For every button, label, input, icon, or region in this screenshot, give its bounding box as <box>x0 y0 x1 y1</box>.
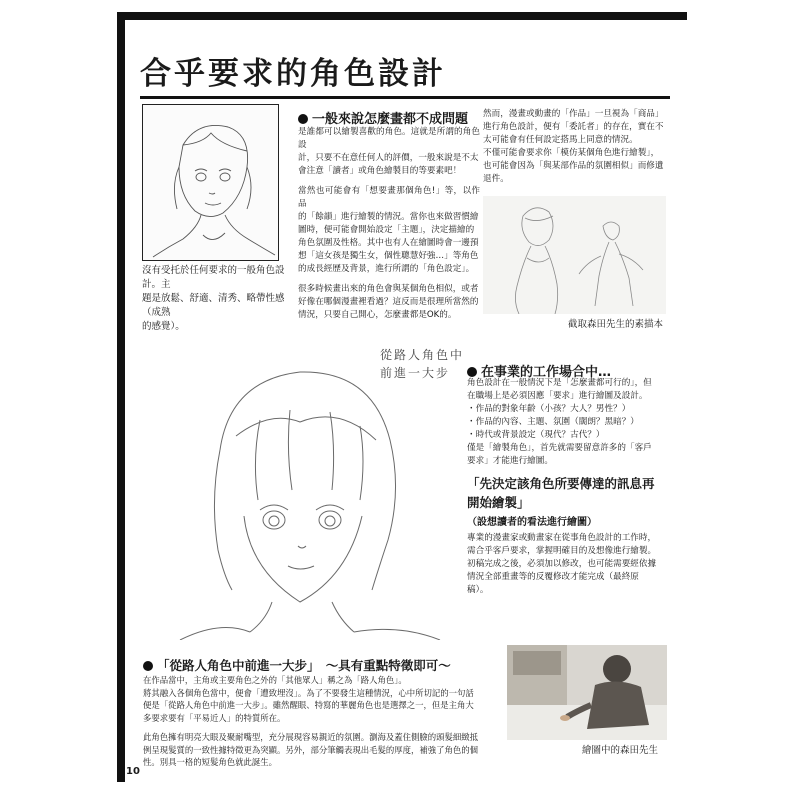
section4-paragraph: 此角色擁有明亮大眼及聚耐嘴型，充分展現容易親近的氛圍。瀏海及蓋住側臉的頭髮細緻抵 例呈現髮質的一致性據特徵更為突顯。另外，部分筆觸表現出毛髮的厚度，補強了角色的個 性。別具一格的短髮角色就此誕生。 <box>143 732 478 767</box>
section1-heading-text: 一般來說怎麼畫都不成問題 <box>312 112 469 127</box>
page-title: 合乎要求的角色設計 <box>140 56 446 92</box>
caption-line: 沒有受托於任何要求的一般角色設計。主 <box>142 265 285 290</box>
short-hair-girl-illustration <box>140 340 458 640</box>
section1b-paragraph: 然而，漫畫或動畫的「作品」一旦視為「商品」 進行角色設計，便有「委託者」的存在，實在不 太可能會有任何設定搭馬上同意的情況。 不僅可能會要求你「模仿某個角色進行繪製」， 也可能會因為「與某部作品的氛圍相似」而修遺 退件。 <box>483 109 664 184</box>
section1b-body <box>483 108 665 193</box>
section2-heading-text: 在事業的工作場合中… <box>481 365 612 380</box>
artist-drawing-photo <box>507 645 667 740</box>
section1-paragraph: 很多時候畫出來的角色會與某個角色相似，或者 好像在哪個漫畫裡看過？這反而是很理所當然的 情況，只要自己開心，怎麼畫都是OK的。 <box>298 284 479 320</box>
section3-heading: 「先決定該角色所要傳達的訊息再 開始繪製」 <box>467 476 655 510</box>
bullet-icon <box>143 661 153 671</box>
girl-sketch-illustration <box>143 105 278 260</box>
section3-subheading: （設想讀者的看法進行繪圖） <box>467 517 597 528</box>
bullet-icon <box>298 114 308 124</box>
top-decorative-bar <box>117 12 687 20</box>
left-decorative-bar <box>117 12 125 782</box>
sketchbook-figures-illustration <box>483 196 666 314</box>
section1-body <box>298 126 480 329</box>
figure1-caption <box>142 264 302 334</box>
section1-heading <box>298 108 468 127</box>
section2-body: 角色設計在一般情況下是「怎麼畫都可行的」，但 在職場上是必須因應「要求」進行繪圖及設計。 ・作品的對象年齡（小孩？大人？男性？） ・作品的內容、主題、氛圍（闊朗？黑暗？） ・時代或背景設定（現代？古代？） 僅是「繪製角色」，首先就需要留意許多的「客戶 要求」才能進行繪圖。 <box>467 377 667 468</box>
page-number: 10 <box>126 766 140 777</box>
list-item: ・作品的對象年齡（小孩？大人？男性？） <box>467 404 631 414</box>
section4-heading-text: 「從路人角色中前進一大步」 ～具有重點特徵即可～ <box>157 658 451 673</box>
caption-line: 題是放鬆、舒適、清秀、略帶性感（成熟 <box>142 293 285 318</box>
figure4-caption: 繪圖中的森田先生 <box>582 745 659 756</box>
figure2-caption: 截取森田先生的素描本 <box>568 319 664 330</box>
section1-paragraph: 是誰都可以繪製喜歡的角色。這就是所謂的角色設 計，只要不在意任何人的評價，一般來說是不太 會注意「讀者」或角色繪製目的等要素吧！ <box>298 127 480 176</box>
requirements-list <box>467 403 667 442</box>
section4-heading <box>143 656 451 674</box>
sketch-image-general-character <box>142 104 279 261</box>
artist-photo <box>507 645 667 740</box>
handwritten-note: 從路人角色中 前進一大步 <box>380 348 465 380</box>
sketchbook-image <box>483 196 666 314</box>
main-sketch-image <box>140 340 458 640</box>
list-item: ・時代或背景設定（現代？古代？） <box>467 430 605 440</box>
caption-line: 的感覺）。 <box>142 321 185 332</box>
bullet-icon <box>467 367 477 377</box>
section4-paragraph: 在作品當中，主角或主要角色之外的「其他眾人」稱之為「路人角色」。 將其融入各個角色當中，便會「遭致埋沒」。為了不要發生這種情況，心中所切記的一句話 便是「從路人角色中前進一大步」。雖然醒眼、特寫的華麗角色也是選擇之一，但是主角大 多要求要有「平易近人」的特質所在。 <box>143 675 474 723</box>
title-underline <box>140 96 670 99</box>
list-item: ・作品的內容、主題、氛圍（闊朗？黑暗？） <box>467 417 639 427</box>
section3-body: 專業的漫畫家或動畫家在從事角色設計的工作時， 需合乎客戶要求，掌握明確目的及想像進行繪製。 初稿完成之後，必須加以修改，也可能需要經依據 情況全部重畫等的反覆修改才能完成（最終原 稿）。 <box>467 533 657 595</box>
section4-body <box>143 674 493 776</box>
section1-paragraph: 當然也可能會有「想要畫那個角色!」等，以作品 的「餘韻」進行繪製的情況。當你也來做習慣繪 圖時，便可能會開始設定「主題」，決定描繪的 角色氛圍及性格。其中也有人在繪圖時會一邊預 想「這女孩是獨生女，個性聰慧好強…」等角色 的成長經歷及背景，進行所謂的「角色設定」。 <box>298 186 480 274</box>
